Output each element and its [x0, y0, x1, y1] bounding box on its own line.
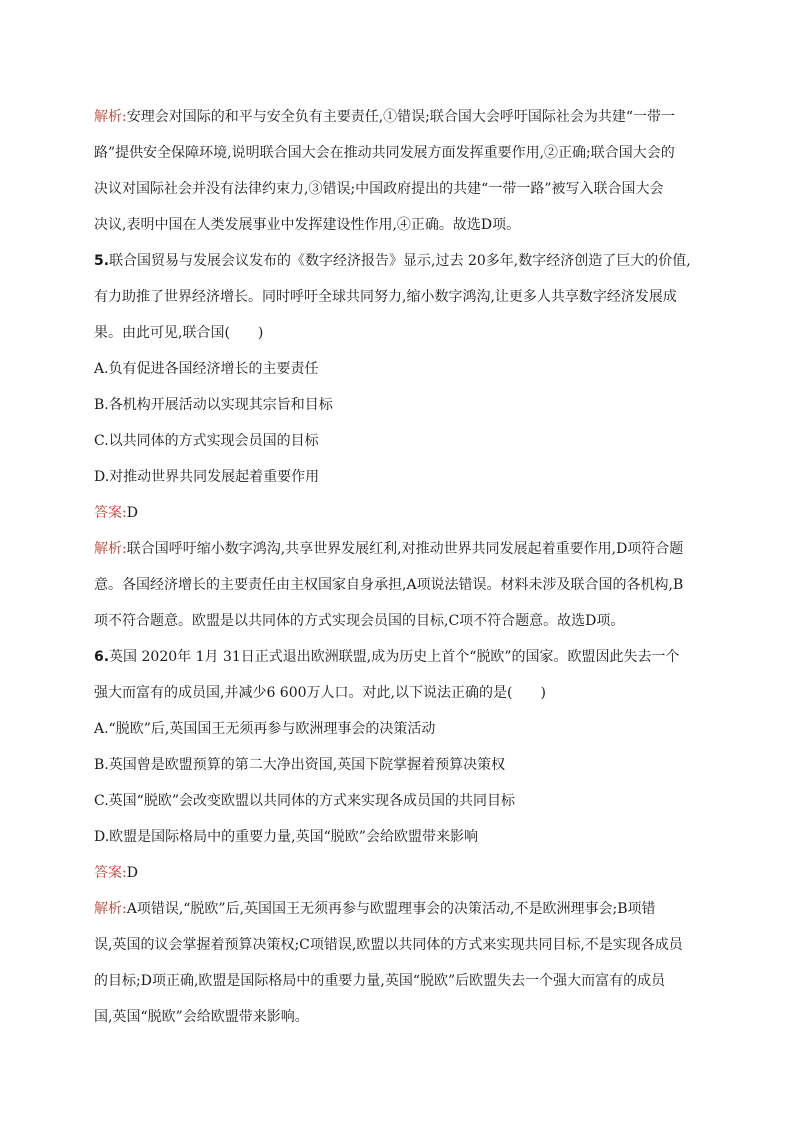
answer-line	[94, 495, 708, 531]
option-a: A.“脱欧”后,英国国王无须再参与欧洲理事会的决策活动	[94, 721, 436, 737]
answer-value: D	[126, 865, 138, 881]
question-line: 强大而富有的成员国,并减少6 600万人口。对此,以下说法正确的是( )	[94, 685, 546, 701]
question-line	[94, 243, 708, 279]
question-5-stem	[94, 243, 708, 351]
question-text: 联合国贸易与发展会议发布的《数字经济报告》显示,过去 20多年,数字经济创造了巨大的价值,	[109, 253, 691, 269]
question-number: 5.	[94, 253, 110, 269]
option-c: C.以共同体的方式实现会员国的目标	[94, 433, 319, 449]
option-b: B.各机构开展活动以实现其宗旨和目标	[94, 397, 333, 413]
analysis-line: 的目标;D项正确,欧盟是国际格局中的重要力量,英国“脱欧”后欧盟失去一个强大而富有的成员	[94, 973, 666, 989]
option-b: B.英国曾是欧盟预算的第二大净出资国,英国下院掌握着预算决策权	[94, 757, 506, 773]
question-number: 6.	[94, 649, 110, 665]
analysis-line: 项不符合题意。欧盟是以共同体的方式实现会员国的目标,C项不符合题意。故选D项。	[94, 613, 625, 629]
analysis-text: A项错误,“脱欧”后,英国国王无须再参与欧盟理事会的决策活动,不是欧洲理事会;B项错	[126, 901, 656, 917]
analysis-block-q5	[94, 531, 708, 639]
question-text: 英国 2020年 1月 31日正式退出欧洲联盟,成为历史上首个“脱欧”的国家。欧盟因此失去一个	[109, 649, 680, 665]
answer-q6	[94, 855, 708, 891]
option-a: A.负有促进各国经济增长的主要责任	[94, 361, 319, 377]
analysis-text: 安理会对国际的和平与安全负有主要责任,①错误;联合国大会呼吁国际社会为共建“一带一	[126, 109, 676, 125]
analysis-label: 解析:	[94, 541, 127, 557]
answer-label: 答案:	[94, 865, 127, 881]
analysis-block-q6	[94, 891, 708, 1035]
analysis-block-q4	[94, 99, 708, 243]
analysis-label: 解析:	[94, 109, 127, 125]
analysis-text: 联合国呼吁缩小数字鸿沟,共享世界发展红利,对推动世界共同发展起着重要作用,D项符合题	[126, 541, 684, 557]
option-c: C.英国“脱欧”会改变欧盟以共同体的方式来实现各成员国的共同目标	[94, 793, 515, 809]
question-line	[94, 639, 708, 675]
analysis-line: 决议对国际社会并没有法律约束力,③错误;中国政府提出的共建“一带一路”被写入联合国大会	[94, 181, 664, 197]
question-6-options	[94, 711, 708, 855]
option-d: D.对推动世界共同发展起着重要作用	[94, 469, 320, 485]
option-d: D.欧盟是国际格局中的重要力量,英国“脱欧”会给欧盟带来影响	[94, 829, 478, 845]
answer-line	[94, 855, 708, 891]
analysis-line	[94, 891, 708, 927]
analysis-line: 决议,表明中国在人类发展事业中发挥建设性作用,④正确。故选D项。	[94, 217, 521, 233]
analysis-line	[94, 99, 708, 135]
question-line: 果。由此可见,联合国( )	[94, 325, 264, 341]
answer-label: 答案:	[94, 505, 127, 521]
answer-q5	[94, 495, 708, 531]
analysis-line: 国,英国“脱欧”会给欧盟带来影响。	[94, 1009, 309, 1025]
analysis-line: 意。各国经济增长的主要责任由主权国家自身承担,A项说法错误。材料未涉及联合国的各机构,B	[94, 577, 684, 593]
analysis-line	[94, 531, 708, 567]
analysis-line: 误,英国的议会掌握着预算决策权;C项错误,欧盟以共同体的方式来实现共同目标,不是实现各成员	[94, 937, 683, 953]
answer-value: D	[126, 505, 138, 521]
analysis-line: 路”提供安全保障环境,说明联合国大会在推动共同发展方面发挥重要作用,②正确;联合国大会的	[94, 145, 675, 161]
question-5-options	[94, 351, 708, 495]
question-6-stem	[94, 639, 708, 711]
analysis-label: 解析:	[94, 901, 127, 917]
document-page	[94, 99, 708, 1035]
question-line: 有力助推了世界经济增长。同时呼吁全球共同努力,缩小数字鸿沟,让更多人共享数字经济发展成	[94, 289, 677, 305]
